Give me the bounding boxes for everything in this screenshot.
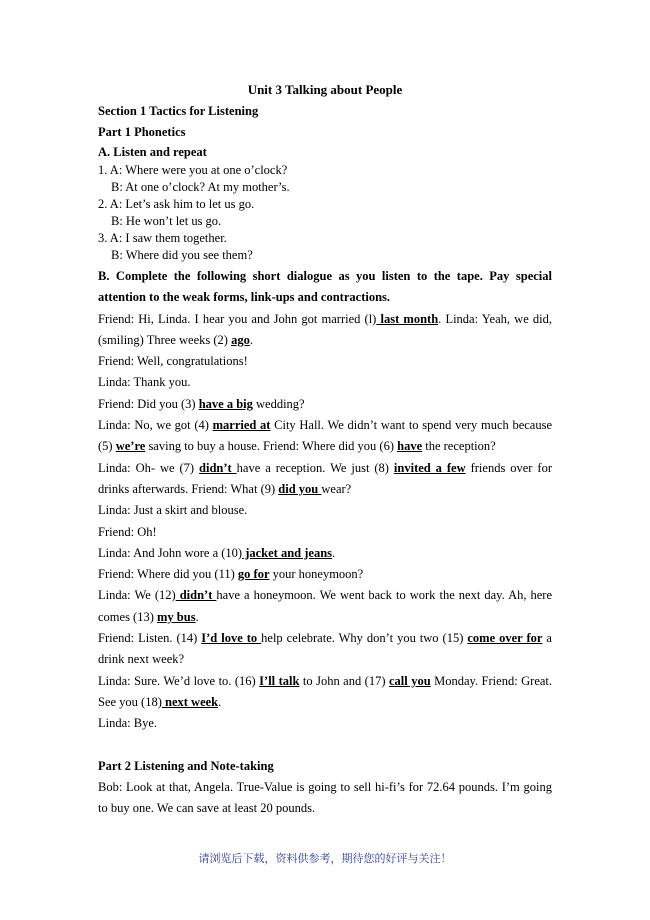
dialogue-line: Linda: Just a skirt and blouse.	[98, 503, 248, 518]
text: Linda: And John wore a (10)	[98, 545, 243, 560]
dialogue-line	[98, 415, 552, 458]
dialogue-line	[98, 394, 552, 415]
list-item: 2. A: Let’s ask him to let us go.	[98, 197, 255, 211]
answer: jacket and jeans	[242, 545, 333, 560]
list-item: B: He won’t let us go.	[111, 214, 222, 228]
part2-heading: Part 2 Listening and Note-taking	[98, 758, 274, 773]
answer: come over for	[467, 631, 543, 646]
part1-heading: Part 1 Phonetics	[98, 125, 186, 139]
dialogue-line	[98, 564, 552, 585]
text: have a reception. We just (8)	[236, 460, 394, 475]
dialogue-line	[98, 309, 552, 352]
answer: go for	[237, 567, 270, 582]
section-heading: Section 1 Tactics for Listening	[98, 104, 259, 118]
answer: invited a few	[393, 460, 466, 475]
text: Linda: Sure. We’d love to. (16)	[98, 673, 260, 688]
dialogue-line: Linda: Thank you.	[98, 375, 191, 390]
answer: have a big	[198, 396, 253, 411]
spacer	[98, 735, 552, 756]
text: your honeymoon?	[269, 567, 364, 582]
dialogue-line: Friend: Well, congratulations!	[98, 354, 248, 369]
partA-heading: A. Listen and repeat	[98, 145, 207, 159]
text: to John and (17)	[299, 673, 389, 688]
text: .	[332, 545, 336, 560]
answer: I’ll talk	[259, 673, 300, 688]
dialogue-line	[98, 585, 552, 628]
answer: did you	[278, 481, 322, 496]
dialogue-line	[98, 543, 552, 564]
text: wear?	[321, 481, 352, 496]
answer: call you	[388, 673, 431, 688]
text: saving to buy a house. Friend: Where did you (6)	[145, 439, 398, 454]
answer: have	[397, 439, 423, 454]
dialogue-line	[98, 671, 552, 714]
text: Friend: Hi, Linda. I hear you and John got married (l)	[98, 311, 377, 326]
text: Linda: No, we got (4)	[98, 418, 213, 433]
text: Friend: Did you (3)	[98, 396, 199, 411]
text: Friend: Where did you (11)	[98, 567, 238, 582]
list-item: 3. A: I saw them together.	[98, 231, 227, 245]
text: .	[195, 609, 199, 624]
list-item: B: At one o’clock? At my mother’s.	[111, 180, 290, 194]
dialogue-line: Friend: Oh!	[98, 524, 157, 539]
text: . Linda: Yeah, we did, (smiling) Three weeks (2)	[98, 311, 553, 347]
text: City Hall. We didn’t want to spend very much because (5)	[98, 418, 553, 454]
dialogue-line: Bob: Look at that, Angela. True-Value is going to sell hi-fi’s for 72.64 pounds. I’m going to buy one. We can save at least 20 pounds.	[98, 779, 552, 815]
text: .	[249, 332, 253, 347]
footer-note: 请浏览后下载，资料供参考，期待您的好评与关注！	[198, 852, 452, 865]
page-title: Unit 3 Talking about People	[247, 82, 403, 97]
text: a drink next week?	[98, 631, 552, 667]
answer: we’re	[115, 439, 146, 454]
list-item: B: Where did you see them?	[111, 248, 253, 262]
text: have a honeymoon. We went back to work the next day. Ah, here comes (13)	[98, 588, 553, 624]
dialogue-line	[98, 458, 552, 501]
answer: next week	[161, 694, 219, 709]
dialogue-line: Linda: Bye.	[98, 716, 158, 731]
answer: didn’t	[199, 460, 237, 475]
text: .	[218, 694, 222, 709]
answer: married at	[212, 418, 271, 433]
answer: ago	[231, 332, 250, 347]
answer: I’d love to	[201, 631, 262, 646]
text: Linda: We (12)	[98, 588, 176, 603]
text: help celebrate. Why don’t you two (15)	[261, 631, 468, 646]
text: friends over for drinks afterwards. Friend: What (9)	[98, 460, 552, 496]
text: the reception?	[422, 439, 496, 454]
text: Monday. Friend: Great. See you (18)	[98, 673, 553, 709]
partA-list	[98, 162, 552, 264]
text: Friend: Listen. (14)	[98, 631, 202, 646]
dialogue-line	[98, 628, 552, 671]
answer: didn’t	[175, 588, 217, 603]
text: Linda: Oh- we (7)	[98, 460, 200, 475]
answer: last month	[376, 311, 439, 326]
answer: my bus	[157, 609, 196, 624]
list-item: 1. A: Where were you at one o’clock?	[98, 163, 288, 177]
text: wedding?	[252, 396, 305, 411]
partB-heading: B. Complete the following short dialogue as you listen to the tape. Pay special attention to the weak forms, link-ups and contractions.	[98, 269, 552, 305]
document-body	[98, 101, 552, 819]
